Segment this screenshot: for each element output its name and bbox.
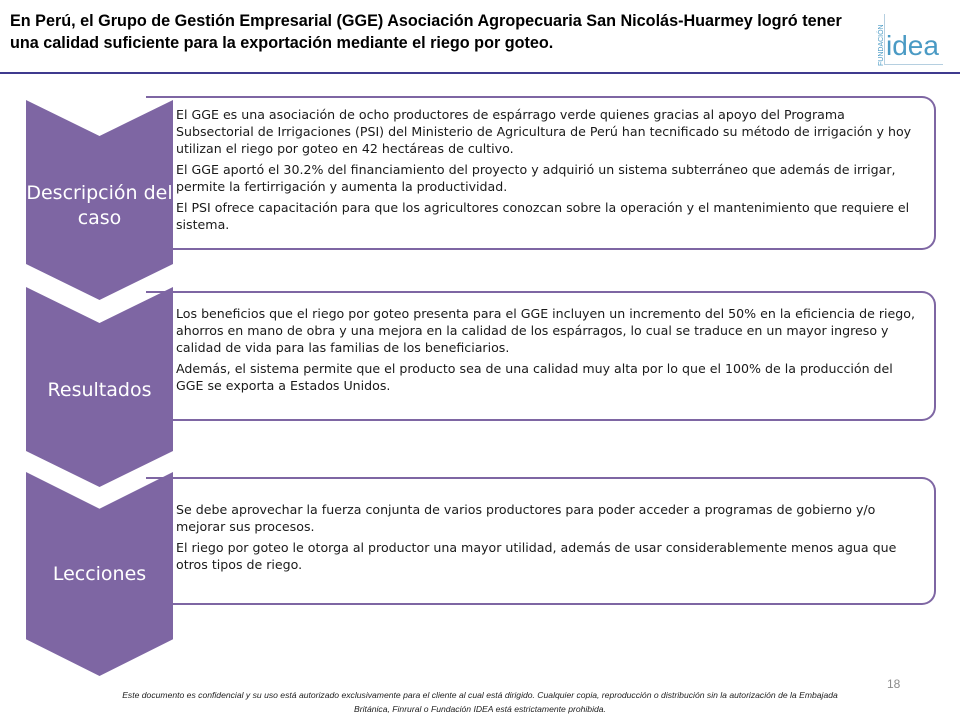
logo-small-text: FUNDACIÓN: [878, 24, 885, 66]
bullet-item: • Se debe aprovechar la fuerza conjunta de varios productores para poder acceder a programas de gobierno y/o mejorar sus procesos.: [176, 501, 924, 535]
bullet-item: • El PSI ofrece capacitación para que los agricultores conozcan sobre la operación y el mantenimiento que requiere el sistema.: [176, 199, 924, 233]
logo-word: idea: [886, 30, 939, 61]
section-label-lecciones: Lecciones: [52, 563, 147, 585]
fundacion-idea-logo: [878, 10, 942, 66]
bullet-item: • Además, el sistema permite que el producto sea de una calidad muy alta por lo que el 100% de la producción del GGE se exporta a Estados Unidos.: [176, 360, 924, 394]
page-title: En Perú, el Grupo de Gestión Empresarial (GGE) Asociación Agropecuaria San Nicolás-Huarmey logró tener una calidad suficiente para la exportación mediante el riego por goteo.: [10, 12, 842, 52]
section-box-descripcion: [146, 96, 936, 250]
bullet-item: • Los beneficios que el riego por goteo presenta para el GGE incluyen un incremento del 50% en la eficiencia de riego, ahorros en mano de obra y una mejora en la calidad de los espárragos, lo cual se traduce en un mayor ingreso y calidad de vida para las familias de los beneficiarios.: [176, 305, 924, 356]
bullet-list-resultados: [146, 293, 934, 394]
bullet-list-descripcion: [146, 98, 934, 233]
title-divider: [0, 72, 960, 74]
bullet-item: • El GGE es una asociación de ocho productores de espárrago verde quienes gracias al apoyo del Programa Subsectorial de Irrigaciones (PSI) del Ministerio de Agricultura de Perú han tecnificado su método de irrigación y hoy utilizan el riego por goteo en 42 hectáreas de cultivo.: [176, 106, 924, 157]
bullet-item: • El riego por goteo le otorga al productor una mayor utilidad, además de usar considerablemente menos agua que otros tipos de riego.: [176, 539, 924, 573]
page-number: 18: [887, 677, 901, 691]
section-label-resultados: Resultados: [47, 379, 152, 401]
section-label-descripcion: Descripción del caso: [26, 182, 173, 229]
bullet-list-lecciones: [146, 479, 934, 573]
bullet-item: • El GGE aportó el 30.2% del financiamiento del proyecto y adquirió un sistema subterráneo que además de irrigar, permite la fertirrigación y aumenta la productividad.: [176, 161, 924, 195]
confidentiality-disclaimer: Este documento es confidencial y su uso está autorizado exclusivamente para el cliente al cual está dirigido. Cualquier copia, reproducción o distribución sin la autorización de la Embajada Británica, Finrural o Fundación IDEA está estrictamente prohibida.: [122, 690, 838, 714]
section-box-resultados: [146, 291, 936, 421]
section-box-lecciones: [146, 477, 936, 605]
